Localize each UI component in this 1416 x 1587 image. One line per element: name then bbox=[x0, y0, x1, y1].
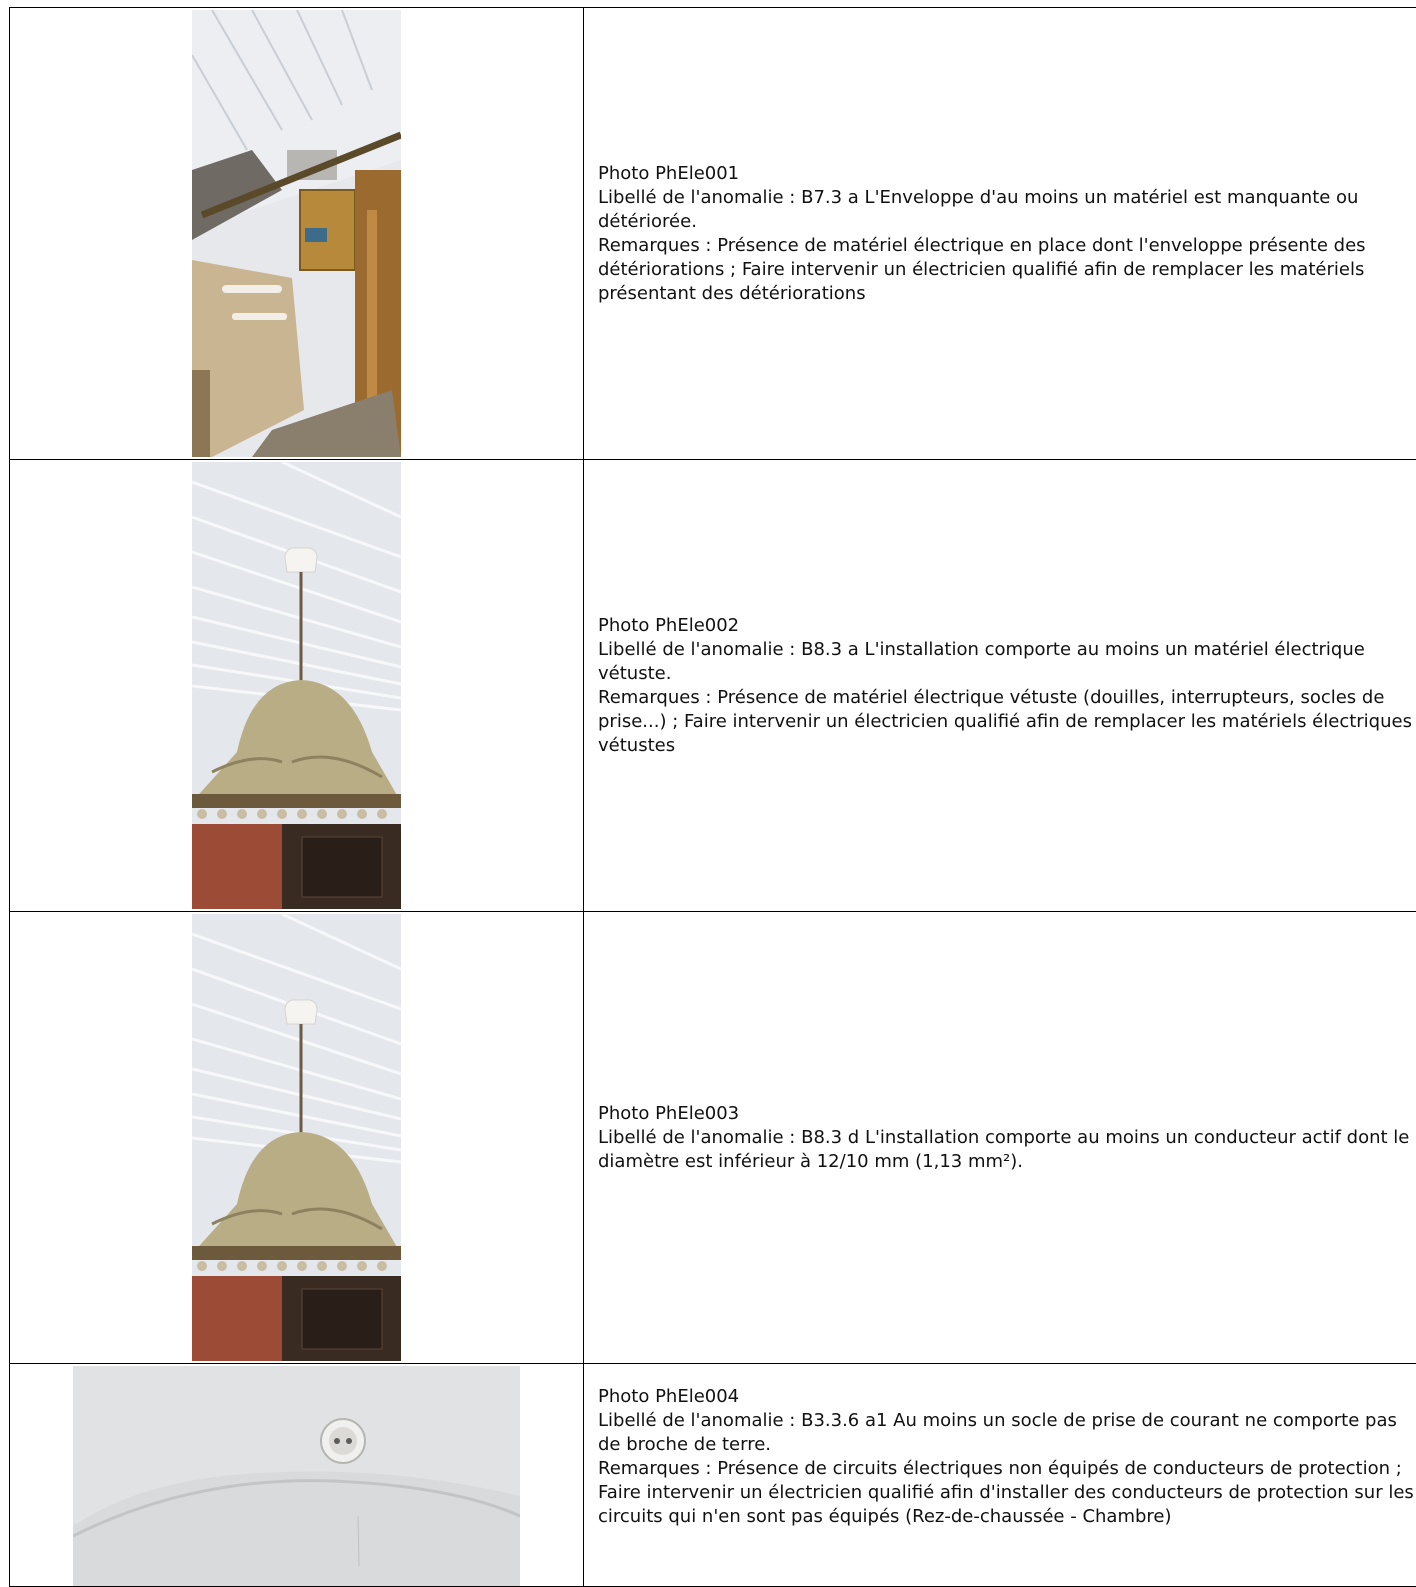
photo-id: Photo PhEle004 bbox=[598, 1385, 1416, 1409]
table-row bbox=[10, 1364, 1416, 1587]
anomaly-label: Libellé de l'anomalie : B3.3.6 a1 Au moins un socle de prise de courant ne comporte pas de broche de terre. bbox=[598, 1409, 1416, 1457]
photo-cell bbox=[10, 912, 584, 1364]
photo-phele001 bbox=[192, 10, 401, 457]
photo-phele002 bbox=[192, 462, 401, 909]
anomaly-description-cell bbox=[584, 460, 1416, 912]
table-row bbox=[10, 460, 1416, 912]
photo-cell bbox=[10, 460, 584, 912]
anomaly-photo-table bbox=[9, 7, 1416, 1587]
table-row bbox=[10, 8, 1416, 460]
anomaly-label: Libellé de l'anomalie : B8.3 a L'installation comporte au moins un matériel électrique vétuste. bbox=[598, 638, 1416, 686]
anomaly-remarks: Remarques : Présence de circuits électriques non équipés de conducteurs de protection ; Faire intervenir un électricien qualifié afin d'installer des conducteurs de protection sur les circuits qui n'en sont pas équipés (Rez-de-chaussée - Chambre) bbox=[598, 1457, 1416, 1529]
photo-phele004 bbox=[73, 1366, 520, 1586]
photo-id: Photo PhEle002 bbox=[598, 614, 1416, 638]
photo-id: Photo PhEle001 bbox=[598, 162, 1416, 186]
photo-phele003 bbox=[192, 914, 401, 1361]
photo-id: Photo PhEle003 bbox=[598, 1102, 1416, 1126]
table-row bbox=[10, 912, 1416, 1364]
anomaly-label: Libellé de l'anomalie : B7.3 a L'Enveloppe d'au moins un matériel est manquante ou détériorée. bbox=[598, 186, 1416, 234]
anomaly-remarks: Remarques : Présence de matériel électrique vétuste (douilles, interrupteurs, socles de prise...) ; Faire intervenir un électricien qualifié afin de remplacer les matériels électriques vétustes bbox=[598, 686, 1416, 758]
anomaly-description-cell bbox=[584, 8, 1416, 460]
anomaly-label: Libellé de l'anomalie : B8.3 d L'installation comporte au moins un conducteur actif dont le diamètre est inférieur à 12/10 mm (1,13 mm²). bbox=[598, 1126, 1416, 1174]
photo-cell bbox=[10, 8, 584, 460]
anomaly-remarks: Remarques : Présence de matériel électrique en place dont l'enveloppe présente des détériorations ; Faire intervenir un électricien qualifié afin de remplacer les matériels présentant des détériorations bbox=[598, 234, 1416, 306]
anomaly-description-cell bbox=[584, 1364, 1416, 1587]
photo-cell bbox=[10, 1364, 584, 1587]
anomaly-description-cell bbox=[584, 912, 1416, 1364]
